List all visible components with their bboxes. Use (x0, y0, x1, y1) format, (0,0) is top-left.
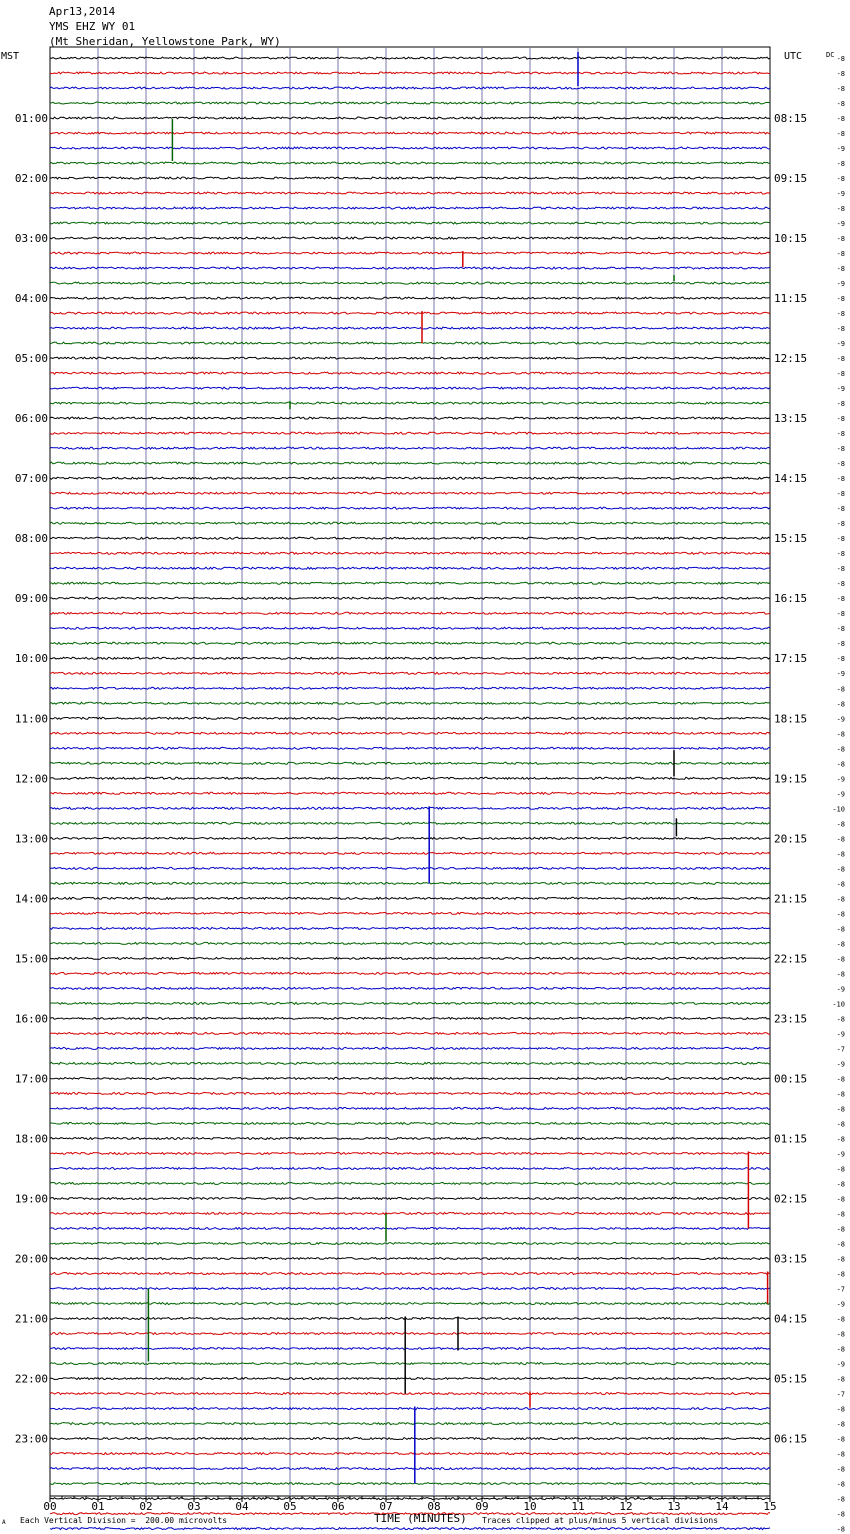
trace-line (50, 1258, 770, 1260)
right-time-label: 18:15 (774, 712, 808, 726)
right-time-label: 14:15 (774, 472, 808, 486)
dc-offset-label: -8 (836, 370, 845, 379)
right-time-label: 06:15 (774, 1432, 808, 1446)
x-tick-label: 04 (235, 1500, 249, 1513)
dc-offset-label: -8 (836, 55, 845, 63)
trace-line (50, 1408, 770, 1410)
right-time-label: 04:15 (774, 1312, 808, 1326)
trace-line (50, 537, 770, 539)
dc-offset-label: -9 (836, 715, 845, 724)
dc-offset-label: -8 (836, 1225, 845, 1234)
trace-line (50, 222, 770, 224)
trace-line (50, 1273, 770, 1275)
x-tick-label: 10 (523, 1500, 537, 1513)
dc-offset-label: -8 (836, 1405, 845, 1414)
dc-offset-label: -8 (836, 565, 845, 574)
left-time-label: 19:00 (14, 1192, 48, 1206)
dc-offset-label: -8 (836, 655, 845, 664)
dc-offset-label: -8 (836, 685, 845, 694)
trace-line (50, 1303, 770, 1305)
left-time-label: 11:00 (14, 712, 48, 726)
trace-line (50, 462, 770, 464)
trace-line (50, 777, 770, 779)
left-time-label: 01:00 (14, 112, 48, 126)
left-time-label: 09:00 (14, 592, 48, 606)
dc-offset-label: -9 (836, 985, 845, 994)
dc-offset-label: -8 (836, 850, 845, 859)
trace-line (50, 72, 770, 74)
x-tick-label: 12 (619, 1500, 633, 1513)
dc-offset-label: -9 (836, 1300, 845, 1309)
dc-offset-label: -8 (836, 1270, 845, 1279)
trace-line (50, 972, 770, 974)
trace-line (50, 717, 770, 719)
dc-offset-label: -8 (836, 1120, 845, 1129)
trace-line (50, 237, 770, 239)
dc-offset-label: -8 (836, 1210, 845, 1219)
x-tick-label: 06 (331, 1500, 345, 1513)
trace-line (50, 672, 770, 674)
trace-line (50, 1243, 770, 1245)
trace-line (50, 1348, 770, 1350)
trace-line (50, 627, 770, 629)
left-time-label: 05:00 (14, 352, 48, 366)
trace-line (50, 1168, 770, 1170)
trace-line (50, 1318, 770, 1320)
left-time-label: 10:00 (14, 652, 48, 666)
trace-line (50, 207, 770, 209)
dc-offset-label: -8 (836, 1015, 845, 1024)
x-tick-label: 02 (139, 1500, 153, 1513)
trace-line (50, 867, 770, 869)
trace-line (50, 432, 770, 434)
trace-line (50, 1152, 770, 1154)
trace-line (50, 117, 770, 119)
trace-line (50, 912, 770, 914)
trace-line (50, 1228, 770, 1230)
dc-offset-label: -8 (836, 400, 845, 409)
clip-note: Traces clipped at plus/minus 5 vertical divisions (482, 1516, 719, 1525)
trace-line (50, 357, 770, 359)
trace-line (50, 297, 770, 299)
left-time-label: 22:00 (14, 1372, 48, 1386)
trace-line (50, 492, 770, 494)
trace-line (50, 1213, 770, 1215)
trace-line (50, 642, 770, 644)
dc-offset-label: -8 (836, 1345, 845, 1354)
right-time-label: 00:15 (774, 1072, 808, 1086)
trace-line (50, 702, 770, 704)
dc-offset-label: -8 (836, 205, 845, 214)
scale-note: Each Vertical Division = 200.00 microvolts (20, 1516, 228, 1525)
right-time-label: 12:15 (774, 352, 808, 366)
trace-line (50, 132, 770, 134)
trace-line (50, 1122, 770, 1124)
trace-line (50, 852, 770, 854)
dc-offset-label: -8 (836, 865, 845, 874)
left-time-label: 04:00 (14, 292, 48, 306)
trace-line (50, 957, 770, 959)
left-time-label: 23:00 (14, 1432, 48, 1446)
dc-offset-label: -8 (836, 940, 845, 949)
left-time-label: 08:00 (14, 532, 48, 546)
dc-offset-label: -10 (832, 1000, 845, 1009)
right-time-label: 05:15 (774, 1372, 808, 1386)
trace-line (50, 897, 770, 899)
right-time-label: 10:15 (774, 232, 808, 246)
dc-offset-label: -8 (836, 1465, 845, 1474)
dc-offset-label: -9 (836, 1030, 845, 1039)
dc-offset-label: -7 (836, 1285, 845, 1294)
dc-offset-label: -8 (836, 415, 845, 424)
left-time-label: 12:00 (14, 772, 48, 786)
x-tick-label: 07 (379, 1500, 393, 1513)
trace-line (50, 657, 770, 659)
x-tick-label: 05 (283, 1500, 297, 1513)
x-tick-label: 13 (667, 1500, 681, 1513)
dc-offset-label: -8 (836, 1135, 845, 1144)
trace-line (50, 372, 770, 374)
dc-offset-label: -8 (836, 505, 845, 514)
right-time-label: 08:15 (774, 112, 808, 126)
left-time-label: 18:00 (14, 1132, 48, 1146)
trace-line (50, 612, 770, 614)
trace-line (50, 162, 770, 164)
dc-offset-label: -8 (836, 1090, 845, 1099)
trace-line (50, 762, 770, 764)
dc-offset-label: -8 (836, 1075, 845, 1084)
chart-subtitle: (Mt Sheridan, Yellowstone Park, WY) (49, 35, 281, 48)
dc-offset-label: -8 (836, 1480, 845, 1489)
dc-offset-label: -8 (836, 460, 845, 469)
dc-offset-label: -9 (836, 1060, 845, 1069)
dc-offset-label: -8 (836, 1510, 845, 1519)
trace-line (50, 792, 770, 794)
dc-offset-label: -8 (836, 1420, 845, 1429)
x-tick-label: 09 (475, 1500, 489, 1513)
dc-offset-label: -8 (836, 640, 845, 649)
trace-line (50, 87, 770, 89)
left-time-label: 07:00 (14, 472, 48, 486)
dc-offset-label: -8 (836, 265, 845, 274)
left-time-label: 03:00 (14, 232, 48, 246)
dc-offset-label: -7 (836, 1045, 845, 1054)
dc-offset-label: -8 (836, 490, 845, 499)
x-tick-label: 11 (571, 1500, 585, 1513)
dc-offset-label: -9 (836, 340, 845, 349)
trace-line (50, 327, 770, 329)
dc-offset-label: -8 (836, 445, 845, 454)
left-time-label: 13:00 (14, 832, 48, 846)
dc-offset-label: -8 (836, 1435, 845, 1444)
trace-line (50, 807, 770, 809)
trace-line (50, 1077, 770, 1079)
trace-line (50, 927, 770, 929)
dc-offset-label: -8 (836, 625, 845, 634)
dc-offset-label: -9 (836, 1150, 845, 1159)
trace-line (50, 1107, 770, 1109)
dc-offset-label: -8 (836, 1330, 845, 1339)
dc-offset-label: -8 (836, 700, 845, 709)
trace-line (50, 282, 770, 284)
dc-offset-label: -9 (836, 220, 845, 229)
trace-line (50, 582, 770, 584)
dc-offset-label: -8 (836, 310, 845, 319)
left-time-label: 17:00 (14, 1072, 48, 1086)
right-time-label: 13:15 (774, 412, 808, 426)
dc-offset-label: -9 (836, 145, 845, 154)
dc-offset-label: -8 (836, 1240, 845, 1249)
left-axis-title: MST (1, 51, 20, 62)
trace-line (50, 402, 770, 404)
x-axis-title: TIME (MINUTES) (374, 1512, 467, 1525)
dc-offset-label: -8 (836, 355, 845, 364)
left-time-label: 21:00 (14, 1312, 48, 1326)
right-time-label: 16:15 (774, 592, 808, 606)
dc-offset-label: -8 (836, 880, 845, 889)
dc-offset-label: -8 (836, 1450, 845, 1459)
left-time-label: 06:00 (14, 412, 48, 426)
x-tick-label: 14 (715, 1500, 729, 1513)
trace-line (50, 567, 770, 569)
right-time-label: 20:15 (774, 832, 808, 846)
trace-line (50, 252, 770, 254)
dc-offset-label: -9 (836, 190, 845, 199)
dc-offset-label: -8 (836, 580, 845, 589)
right-time-label: 17:15 (774, 652, 808, 666)
trace-line (50, 1333, 770, 1335)
dc-offset-label: -8 (836, 325, 845, 334)
trace-line (50, 1438, 770, 1440)
trace-line (50, 1453, 770, 1455)
dc-offset-label: -8 (836, 100, 845, 109)
trace-line (50, 102, 770, 104)
trace-line (50, 1092, 770, 1094)
dc-offset-label: -9 (836, 775, 845, 784)
dc-offset-label: -8 (836, 895, 845, 904)
dc-offset-label: -8 (836, 970, 845, 979)
dc-offset-label: -8 (836, 1375, 845, 1384)
right-time-label: 09:15 (774, 172, 808, 186)
trace-line (50, 597, 770, 599)
trace-line (50, 507, 770, 509)
trace-line (50, 1393, 770, 1395)
plot-frame (50, 47, 770, 1496)
trace-line (50, 552, 770, 554)
dc-offset-label: -8 (836, 175, 845, 184)
dc-offset-label: -9 (836, 280, 845, 289)
dc-offset-label: -7 (836, 1390, 845, 1399)
trace-line (50, 312, 770, 314)
trace-line (50, 1002, 770, 1004)
trace-line (50, 1183, 770, 1185)
dc-label: DC (826, 51, 835, 59)
dc-offset-label: -8 (836, 1315, 845, 1324)
dc-offset-label: -8 (836, 1165, 845, 1174)
trace-line (50, 942, 770, 944)
dc-offset-label: -8 (836, 550, 845, 559)
trace-line (50, 57, 770, 59)
dc-offset-label: -10 (832, 805, 845, 814)
trace-line (50, 837, 770, 839)
left-time-label: 15:00 (14, 952, 48, 966)
trace-line (50, 687, 770, 689)
right-time-label: 15:15 (774, 532, 808, 546)
dc-offset-label: -8 (836, 910, 845, 919)
dc-offset-label: -9 (836, 790, 845, 799)
dc-offset-label: -8 (836, 70, 845, 79)
dc-offset-label: -8 (836, 235, 845, 244)
dc-offset-label: -9 (836, 1360, 845, 1369)
dc-offset-label: -8 (836, 1525, 845, 1534)
x-tick-label: 01 (91, 1500, 105, 1513)
trace-line (50, 1468, 770, 1470)
dc-offset-label: -8 (836, 835, 845, 844)
dc-offset-label: -8 (836, 955, 845, 964)
right-time-label: 21:15 (774, 892, 808, 906)
trace-line (50, 477, 770, 479)
dc-offset-label: -8 (836, 820, 845, 829)
trace-line (50, 1137, 770, 1139)
right-time-label: 23:15 (774, 1012, 808, 1026)
trace-line (50, 987, 770, 989)
left-time-label: 16:00 (14, 1012, 48, 1026)
trace-line (50, 1363, 770, 1365)
dc-offset-label: -8 (836, 745, 845, 754)
trace-line (50, 267, 770, 269)
trace-line (50, 147, 770, 149)
trace-line (50, 522, 770, 524)
dc-offset-label: -8 (836, 535, 845, 544)
trace-line (50, 342, 770, 344)
trace-line (50, 1288, 770, 1290)
left-time-label: 20:00 (14, 1252, 48, 1266)
trace-line (50, 822, 770, 824)
dc-offset-label: -8 (836, 760, 845, 769)
dc-offset-label: -9 (836, 385, 845, 394)
x-tick-label: 08 (427, 1500, 441, 1513)
trace-line (50, 1483, 770, 1485)
trace-line (50, 732, 770, 734)
dc-offset-label: -8 (836, 250, 845, 259)
x-tick-label: 15 (763, 1500, 777, 1513)
trace-line (50, 1528, 770, 1530)
right-time-label: 11:15 (774, 292, 808, 306)
dc-offset-label: -8 (836, 1180, 845, 1189)
dc-offset-label: -8 (836, 520, 845, 529)
trace-line (50, 1047, 770, 1049)
corner-mark: A (2, 1519, 6, 1526)
right-time-label: 03:15 (774, 1252, 808, 1266)
dc-offset-label: -8 (836, 1195, 845, 1204)
trace-line (50, 192, 770, 194)
left-time-label: 14:00 (14, 892, 48, 906)
dc-offset-label: -8 (836, 925, 845, 934)
trace-line (50, 1062, 770, 1064)
right-time-label: 02:15 (774, 1192, 808, 1206)
dc-offset-label: -8 (836, 610, 845, 619)
right-time-label: 22:15 (774, 952, 808, 966)
x-tick-label: 03 (187, 1500, 201, 1513)
dc-offset-label: -8 (836, 1105, 845, 1114)
dc-offset-label: -8 (836, 85, 845, 94)
trace-line (50, 387, 770, 389)
dc-offset-label: -8 (836, 1255, 845, 1264)
dc-offset-label: -8 (836, 1495, 845, 1504)
right-axis-title: UTC (784, 51, 803, 62)
trace-line (50, 1198, 770, 1200)
dc-offset-label: -9 (836, 670, 845, 679)
trace-line (50, 1378, 770, 1380)
trace-line (50, 1032, 770, 1034)
dc-offset-label: -8 (836, 595, 845, 604)
dc-offset-label: -8 (836, 160, 845, 169)
trace-line (50, 417, 770, 419)
trace-line (50, 1017, 770, 1019)
trace-line (50, 882, 770, 884)
x-tick-label: 00 (43, 1500, 57, 1513)
right-time-label: 19:15 (774, 772, 808, 786)
left-time-label: 02:00 (14, 172, 48, 186)
trace-line (50, 747, 770, 749)
trace-line (50, 447, 770, 449)
dc-offset-label: -8 (836, 130, 845, 139)
right-time-label: 01:15 (774, 1132, 808, 1146)
trace-line (50, 1423, 770, 1425)
dc-offset-label: -8 (836, 430, 845, 439)
chart-date: Apr13,2014 (49, 5, 116, 18)
chart-title: YMS EHZ WY 01 (49, 20, 136, 33)
trace-line (50, 177, 770, 179)
dc-offset-label: -8 (836, 115, 845, 124)
dc-offset-label: -8 (836, 295, 845, 304)
dc-offset-label: -8 (836, 475, 845, 484)
dc-offset-label: -8 (836, 730, 845, 739)
